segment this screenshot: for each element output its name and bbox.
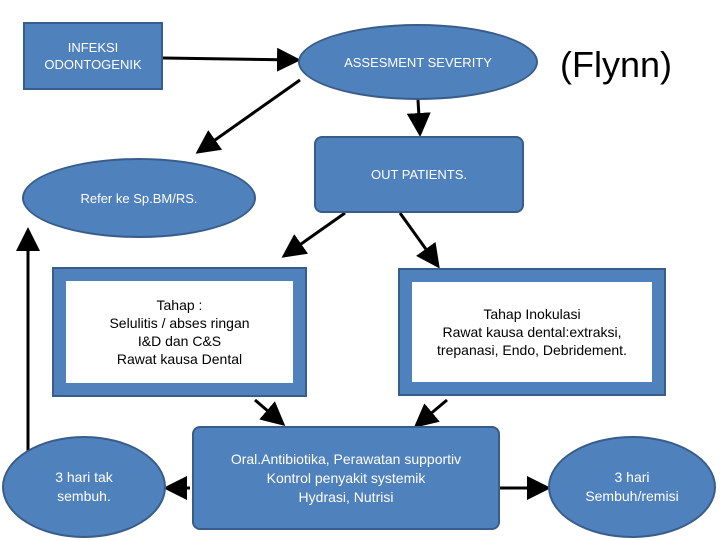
flynn-label: (Flynn) [560,44,673,85]
tahap-selulitis-label: Tahap : Selulitis / abses ringan I&D dan C&S Rawat kausa Dental [66,281,293,383]
arrow-assesment-to-outpatients [418,100,420,134]
tiga-hari-sembuh-ellipse [548,436,716,538]
infeksi-odontogenik-box [23,22,163,90]
refer-ellipse [22,158,256,238]
infeksi-odontogenik-label: INFEKSI ODONTOGENIK [44,40,142,72]
arrow-outpatients-to-selulitis [284,213,345,256]
out-patients-box [314,136,524,213]
antibiotika-label: Oral.Antibiotika, Perawatan supportiv Kontrol penyakit systemik Hydrasi, Nutrisi [230,450,462,505]
arrow-selulitis-to-antibiotika [255,400,283,424]
tiga-hari-tak-sembuh-ellipse [2,436,166,538]
arrow-inokulasi-to-antibiotika [416,400,447,426]
antibiotika-box [192,426,500,530]
assesment-severity-label: ASSESMENT SEVERITY [344,54,492,70]
tiga-hari-sembuh-label: 3 hari Sembuh/remisi [585,469,679,504]
out-patients-label: OUT PATIENTS. [370,167,468,182]
arrow-infeksi-to-assesment [163,58,298,60]
refer-label: Refer ke Sp.BM/RS. [80,190,198,206]
arrow-outpatients-to-inokulasi [400,213,438,266]
tahap-inokulasi-box [398,268,666,396]
tiga-hari-tak-sembuh-label: 3 hari tak sembuh. [55,469,113,504]
tahap-selulitis-box [52,267,307,397]
arrow-assesment-to-refer [198,80,300,152]
tahap-inokulasi-label: Tahap Inokulasi Rawat kausa dental:extraksi, trepanasi, Endo, Debridement. [412,282,652,382]
assesment-severity-ellipse [298,24,538,100]
